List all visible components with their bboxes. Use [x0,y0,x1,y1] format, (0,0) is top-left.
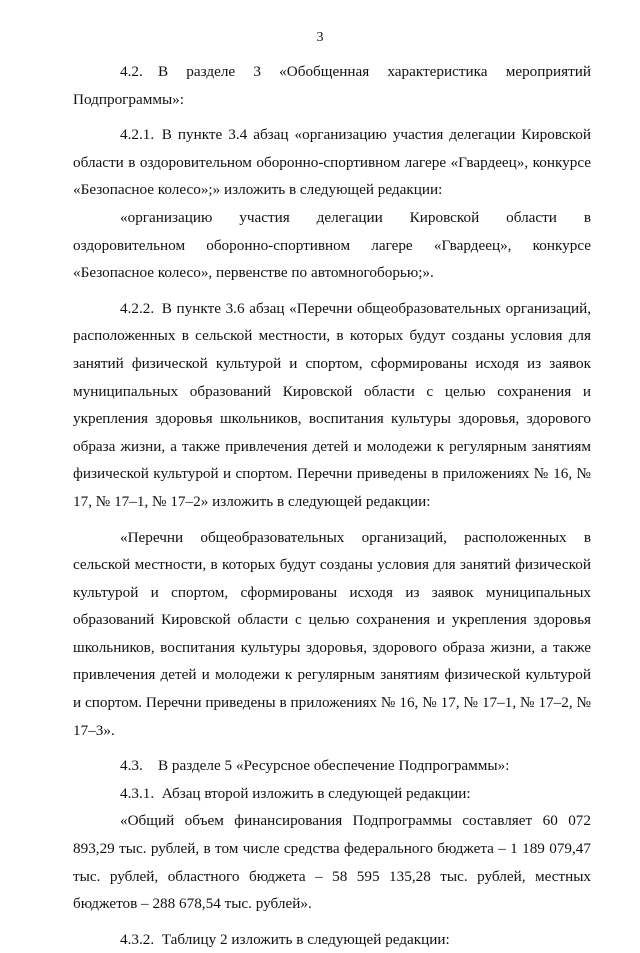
paragraph-4-3-1-new-text: «Общий объем финансирования Подпрограммы составляет 60 072 893,29 тыс. рублей, в том числе средства федерального бюджета – 1 189 079,47 тыс. рублей, областного бюджета – 58 595 135,28 тыс. рублей, местных бюджетов – 288 678,54 тыс. рублей». [73,812,591,913]
paragraph-4-2-1: 4.2.1. В пункте 3.4 абзац «организацию участия делегации Кировской области в оздоровительном оборонно-спортивном лагере «Гвардеец», конкурсе «Безопасное колесо»;» изложить в следующей редакции: [73,126,591,199]
page-number: 3 [316,30,324,45]
paragraph-4-2: 4.2. В разделе 3 «Обобщенная характеристика мероприятий Подпрограммы»: [73,63,591,108]
paragraph-4-3-2: 4.3.2. Таблицу 2 изложить в следующей редакции: [120,930,450,948]
paragraph-4-2-1-new-text: «организацию участия делегации Кировской области в оздоровительном оборонно-спортивном лагере «Гвардеец», конкурсе «Безопасное колесо», первенстве по автомногоборью;». [73,208,591,282]
document-body [73,58,591,953]
paragraph-4-3-1: 4.3.1. Абзац второй изложить в следующей редакции: [120,784,471,802]
paragraph-4-2-2-new-text: «Перечни общеобразовательных организаций, расположенных в сельской местности, в которых будут созданы условия для занятий физической культурой и спортом, сформированы исходя из заявок муниципальных образований Кировской области с целью сохранения и укрепления здоровья школьников, воспитания культуры здоровья, здорового образа жизни, а также привлечения детей и молодежи к регулярным занятиям физической культурой и спортом. Перечни приведены в приложениях № 16, № 17, № 17–1, № 17–2, № 17–3». [73,528,591,739]
paragraph-4-3: 4.3. В разделе 5 «Ресурсное обеспечение Подпрограммы»: [120,757,510,775]
paragraph-4-2-2: 4.2.2. В пункте 3.6 абзац «Перечни общеобразовательных организаций, расположенных в сельской местности, в которых будут созданы условия для занятий физической культурой и спортом, сформированы исходя из заявок муниципальных образований Кировской области с целью сохранения и укрепления здоровья школьников, воспитания культуры здоровья, здорового образа жизни, а также привлечения детей и молодежи к регулярным занятиям физической культурой и спортом. Перечни приведены в приложениях № 16, № 17, № 17–1, № 17–2» изложить в следующей редакции: [73,299,591,510]
